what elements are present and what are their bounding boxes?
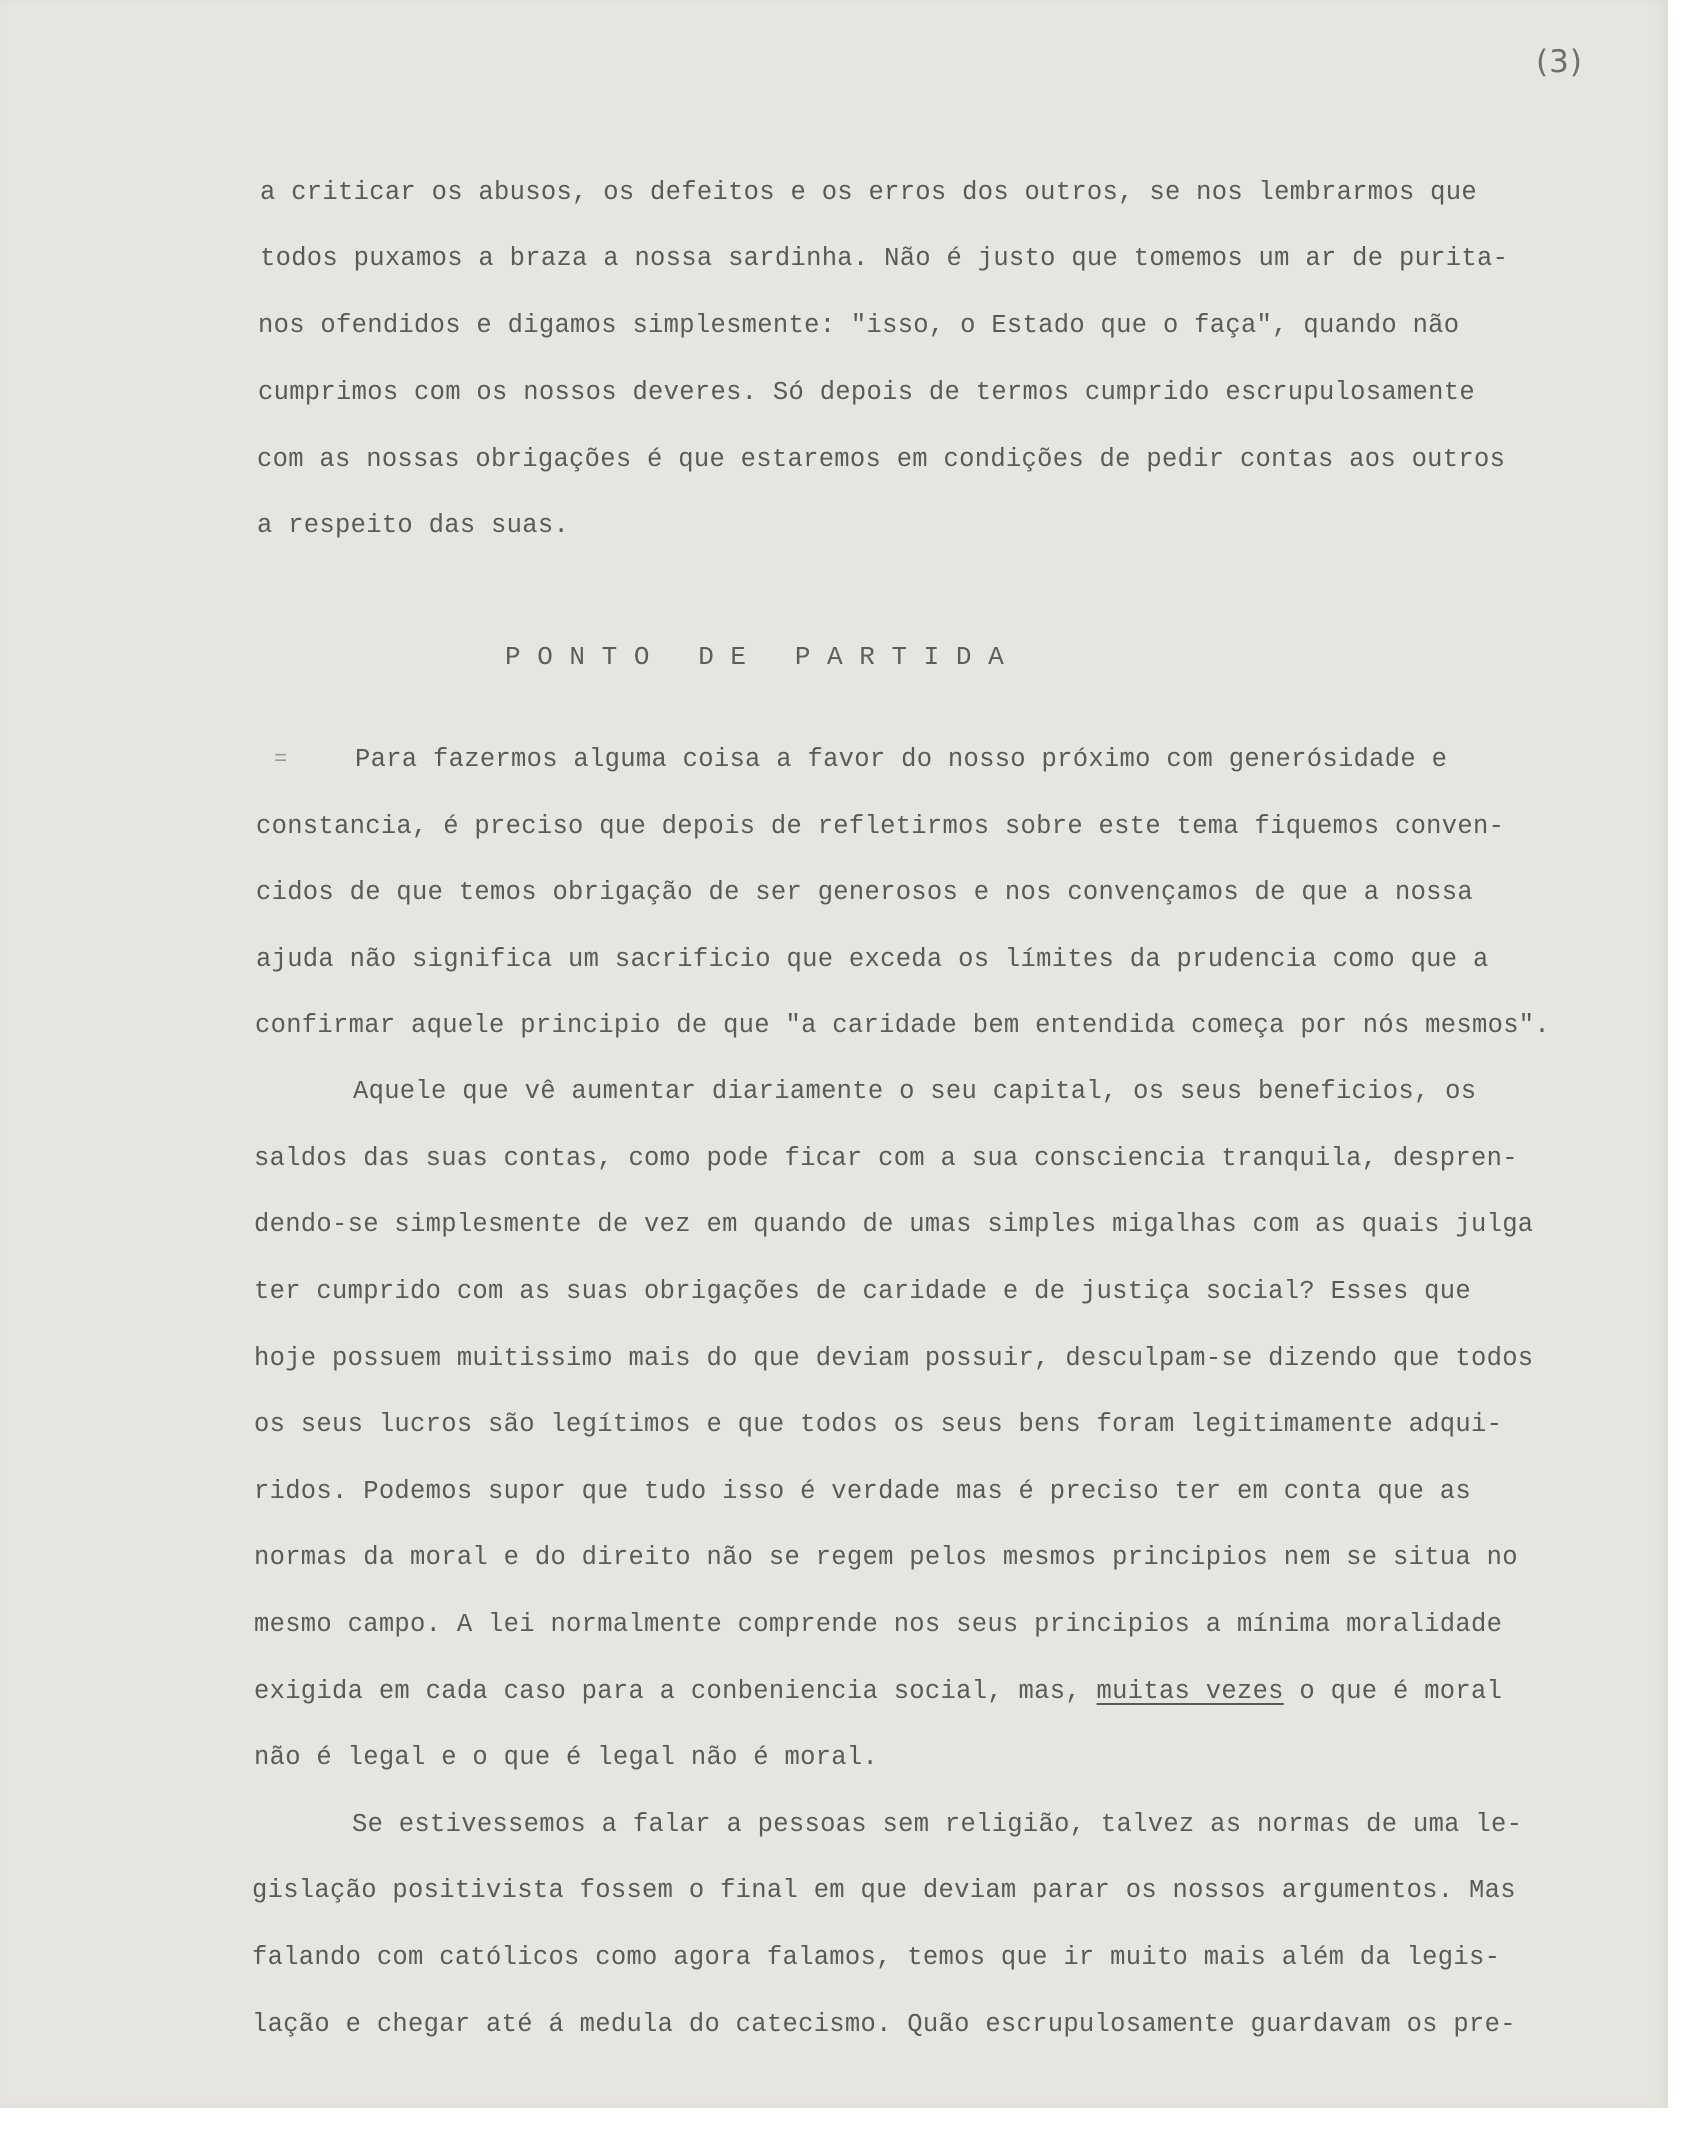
text-line: normas da moral e do direito não se regem pelos mesmos principios nem se situa no	[254, 1543, 1518, 1572]
text-line: todos puxamos a braza a nossa sardinha. Não é justo que tomemos um ar de purita-	[260, 244, 1509, 273]
text-line: falando com católicos como agora falamos, temos que ir muito mais além da legis-	[252, 1943, 1501, 1972]
text-line: ter cumprido com as suas obrigações de caridade e de justiça social? Esses que	[254, 1277, 1471, 1306]
text-line: saldos das suas contas, como pode ficar com a sua consciencia tranquila, despren-	[254, 1144, 1518, 1173]
margin-mark: =	[274, 747, 288, 772]
text-line	[254, 1677, 1502, 1706]
text-line: constancia, é preciso que depois de refletirmos sobre este tema fiquemos conven-	[256, 812, 1505, 841]
underlined-phrase: muitas vezes	[1096, 1677, 1284, 1706]
text-line: a respeito das suas.	[257, 511, 570, 540]
text-line: nos ofendidos e digamos simplesmente: "isso, o Estado que o faça", quando não	[258, 311, 1460, 340]
text-line: ridos. Podemos supor que tudo isso é verdade mas é preciso ter em conta que as	[254, 1477, 1471, 1506]
text-line: Para fazermos alguma coisa a favor do nosso próximo com generósidade e	[355, 745, 1448, 774]
text-segment: exigida em cada caso para a conbeniencia social, mas,	[254, 1677, 1097, 1706]
text-line: os seus lucros são legítimos e que todos os seus bens foram legitimamente adqui-	[254, 1410, 1503, 1439]
text-line: dendo-se simplesmente de vez em quando de umas simples migalhas com as quais julga	[254, 1210, 1534, 1239]
text-line: mesmo campo. A lei normalmente comprende nos seus principios a mínima moralidade	[254, 1610, 1503, 1639]
text-line: Se estivessemos a falar a pessoas sem religião, talvez as normas de uma le-	[352, 1810, 1523, 1839]
text-line: confirmar aquele principio de que "a caridade bem entendida começa por nós mesmos".	[255, 1011, 1551, 1040]
text-line: cidos de que temos obrigação de ser generosos e nos convençamos de que a nossa	[256, 878, 1473, 907]
text-line: cumprimos com os nossos deveres. Só depois de termos cumprido escrupulosamente	[258, 378, 1475, 407]
page-number: (3)	[1536, 44, 1583, 80]
text-line: lação e chegar até á medula do catecismo. Quão escrupulosamente guardavam os pre-	[252, 2010, 1516, 2039]
text-segment: o que é moral	[1283, 1677, 1503, 1706]
text-line: ajuda não significa um sacrificio que exceda os límites da prudencia como que a	[256, 945, 1489, 974]
text-line: a criticar os abusos, os defeitos e os erros dos outros, se nos lembrarmos que	[260, 178, 1477, 207]
text-line: não é legal e o que é legal não é moral.	[254, 1743, 879, 1772]
section-heading: P O N T O D E P A R T I D A	[505, 642, 1005, 672]
text-line: hoje possuem muitissimo mais do que deviam possuir, desculpam-se dizendo que todos	[254, 1344, 1534, 1373]
text-line: gislação positivista fossem o final em que deviam parar os nossos argumentos. Mas	[252, 1876, 1516, 1905]
text-line: Aquele que vê aumentar diariamente o seu capital, os seus beneficios, os	[353, 1077, 1477, 1106]
text-line: com as nossas obrigações é que estaremos em condições de pedir contas aos outros	[257, 445, 1506, 474]
